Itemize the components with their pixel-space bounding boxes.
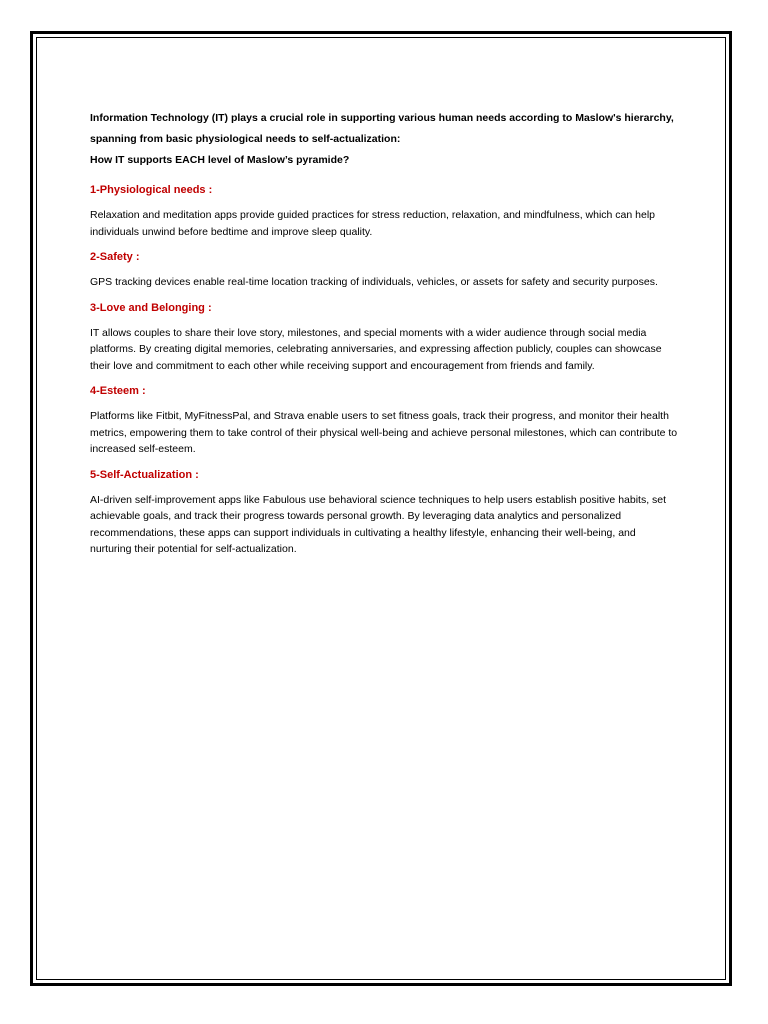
section-heading-love-belonging: 3-Love and Belonging : xyxy=(90,301,212,314)
section-heading-physiological: 1-Physiological needs : xyxy=(90,184,213,196)
section-body-esteem: Platforms like Fitbit, MyFitnessPal, and Strava enable users to set fitness goals, track their progress, and monitor their health metrics, empowering them to take control of their physical well-being and achieve personal milestones, which can contribute to increased self-esteem. xyxy=(90,410,678,455)
section-body-self-actualization: AI-driven self-improvement apps like Fabulous use behavioral science techniques to help users establish positive habits, set achievable goals, and track their progress towards personal growth. By leveraging data analytics and personalized recommendations, these apps can support individuals in cultivating a healthy lifestyle, enhancing their well-being, and nurturing their potential for self-actualization. xyxy=(90,493,667,555)
section-heading-safety: 2-Safety : xyxy=(90,251,140,263)
question-heading: How IT supports EACH level of Maslow’s pyramide? xyxy=(90,154,350,166)
section-body-safety: GPS tracking devices enable real-time location tracking of individuals, vehicles, or assets for safety and security purposes. xyxy=(90,276,658,288)
section-body-physiological: Relaxation and meditation apps provide guided practices for stress reduction, relaxation, and mindfulness, which can help individuals unwind before bedtime and improve sleep quality. xyxy=(90,209,655,238)
section-heading-esteem: 4-Esteem : xyxy=(90,385,146,397)
document-content xyxy=(90,108,680,558)
intro-paragraph: Information Technology (IT) plays a crucial role in supporting various human needs according to Maslow's hierarchy, spanning from basic physiological needs to self-actualization: xyxy=(90,112,674,145)
section-heading-self-actualization: 5-Self-Actualization : xyxy=(90,468,199,481)
section-body-love-belonging: IT allows couples to share their love story, milestones, and special moments with a wider audience through social media platforms. By creating digital memories, celebrating anniversaries, and expressing affection publicly, couples can showcase their love and commitment to each other while receiving support and encouragement from friends and family. xyxy=(90,326,662,372)
